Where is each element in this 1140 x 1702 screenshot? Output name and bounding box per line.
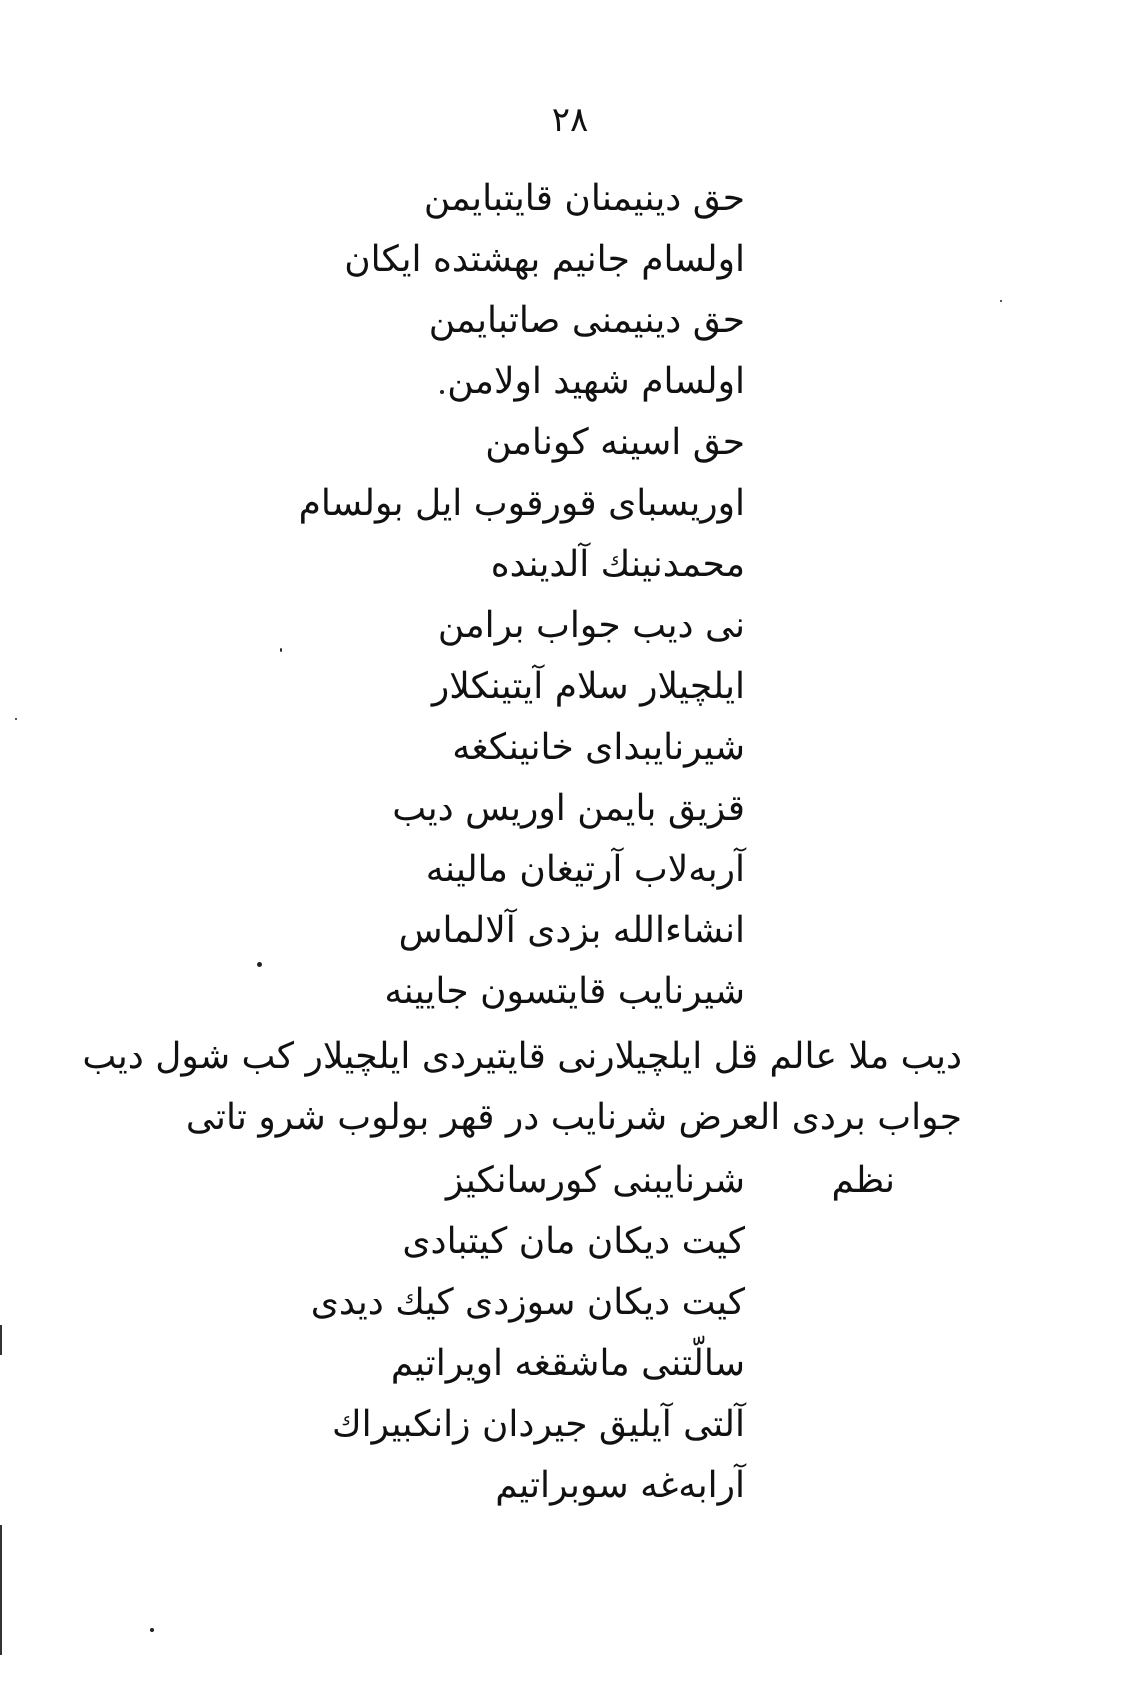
scan-edge-mark (0, 1325, 2, 1355)
verse-line: آربه‌لاب آرتیغان مالینه (425, 849, 745, 890)
ink-speck (440, 390, 444, 394)
section-heading: نظم (831, 1160, 895, 1201)
verse-line: قزیق بایمن اوریس دیب (392, 788, 745, 829)
verse-line: کیت دیکان مان کیتبادی (402, 1221, 745, 1262)
prose-line: جواب بردی العرض شرنایب در قهر بولوب شرو تاتی (185, 1097, 962, 1138)
verse-line: اولسام شهید اولامن (447, 361, 745, 402)
prose-line: دیب ملا عالم قل ایلچیلارنی قایتیردی ایلچیلار کب شول دیب (82, 1036, 962, 1077)
verse-line: حق دینیمنی صاتبایمن (428, 300, 745, 341)
verse-line: اولسام جانیم بهشتده ایکان (344, 239, 745, 280)
verse-line: حق اسینه کونامن (485, 422, 745, 463)
verse-line: شرنایبنی کورسانکیز (445, 1160, 745, 1201)
scan-edge-mark (0, 1525, 2, 1655)
verse-line: ایلچیلار سلام آیتینکلار (431, 666, 745, 707)
verse-line: آلتی آیلیق جیردان زانکبیراك (332, 1404, 745, 1445)
ink-speck (1000, 300, 1002, 302)
verse-line: شیرنایبدای خانینکغه (452, 727, 745, 768)
verse-line: اوریسبای قورقوب ایل بولسام (298, 483, 745, 524)
ink-speck (15, 718, 17, 720)
ink-speck (280, 648, 282, 652)
verse-line: انشاءالله بزدی آلالماس (398, 910, 745, 951)
page-number: ۲۸ (551, 100, 589, 140)
verse-line: حق دینیمنان قایتبایمن (423, 178, 745, 219)
verse-line: سالّتنی ماشقغه اویراتیم (390, 1343, 745, 1384)
verse-line: آرابه‌غه سوبراتیم (495, 1465, 745, 1506)
ink-speck (150, 1628, 154, 1632)
verse-line: نی دیب جواب برامن (437, 605, 745, 646)
verse-line: محمدنینك آلدینده (490, 544, 745, 585)
verse-line: کیت دیکان سوزدی کیك دیدی (310, 1282, 745, 1323)
verse-line: شیرنایب قایتسون جایینه (384, 971, 745, 1012)
ink-speck (257, 962, 262, 967)
